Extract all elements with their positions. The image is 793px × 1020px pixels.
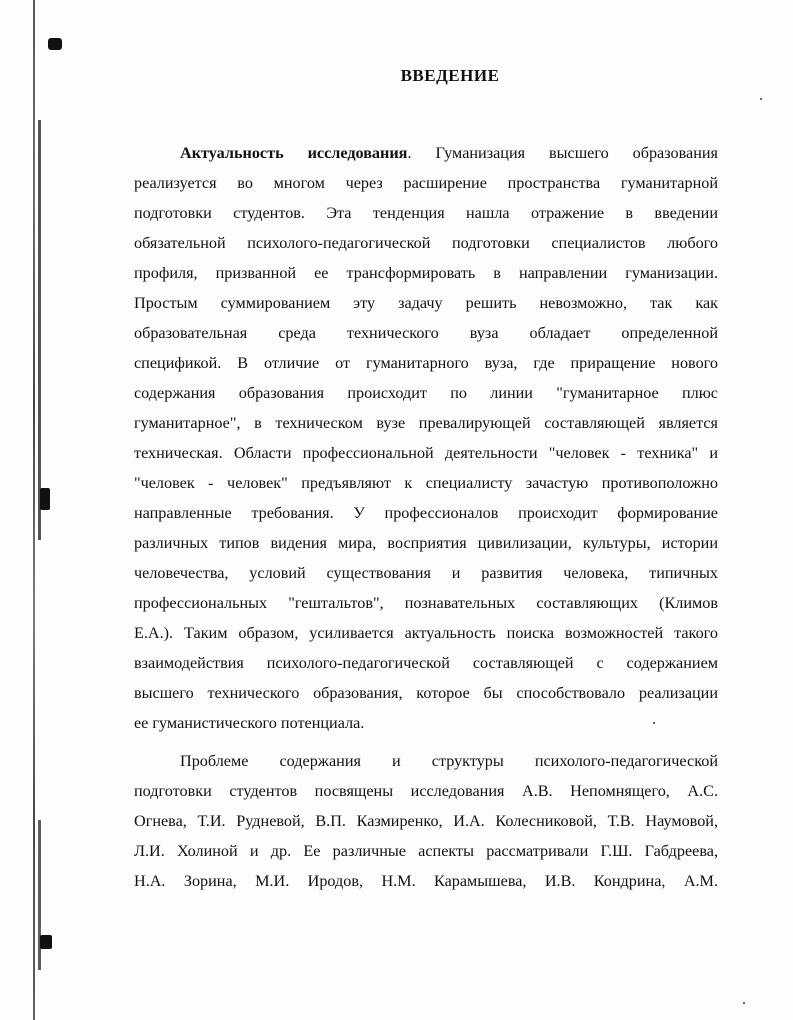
paragraph-line: Огнева, Т.И. Рудневой, В.П. Казмиренко, И.А. Колесниковой, Т.В. Наумовой, <box>134 812 718 830</box>
paragraph-literature <box>134 746 718 896</box>
paragraph-line <box>134 138 718 168</box>
binding-mark-top <box>48 38 62 50</box>
paragraph-line: человечества, условий существования и развития человека, типичных <box>134 564 718 582</box>
paragraph-line: направленные требования. У профессионалов происходит формирование <box>134 504 718 522</box>
paragraph-line: ее гуманистического потенциала. <box>134 714 365 732</box>
paragraph-line: спецификой. В отличие от гуманитарного вуза, где приращение нового <box>134 354 718 372</box>
paragraph-line: взаимодействия психолого-педагогической составляющей с содержанием <box>134 654 718 672</box>
paragraph-line: образовательная среда технического вуза обладает определенной <box>134 324 718 342</box>
binding-mark-mid <box>40 488 50 510</box>
scan-speck <box>760 98 762 100</box>
paragraph-line: "человек - человек" предъявляют к специалисту зачастую противоположно <box>134 474 718 492</box>
paragraph-line: обязательной психолого-педагогической подготовки специалистов любого <box>134 234 718 252</box>
binding-edge <box>33 0 35 1020</box>
binding-shadow-upper <box>38 120 41 540</box>
paragraph-line: гуманитарное", в техническом вузе превалирующей составляющей является <box>134 414 718 432</box>
paragraph-line: техническая. Области профессиональной деятельности "человек - техника" и <box>134 444 718 462</box>
paragraph-line: высшего технического образования, которое бы способствовало реализации <box>134 684 718 702</box>
binding-mark-low <box>40 935 52 949</box>
lead-line-rest: . Гуманизация высшего образования <box>407 144 718 162</box>
scan-speck <box>743 1002 745 1004</box>
paragraph-line: содержания образования происходит по линии "гуманитарное плюс <box>134 384 718 402</box>
lead-bold-phrase: Актуальность исследования <box>180 144 408 162</box>
paragraph-relevance <box>134 138 718 738</box>
paragraph-line: профессиональных "гештальтов", познавательных составляющих (Климов <box>134 594 718 612</box>
paragraph-line: Проблеме содержания и структуры психолого-педагогической <box>180 752 718 770</box>
paragraph-line: Е.А.). Таким образом, усиливается актуальность поиска возможностей такого <box>134 624 718 642</box>
paragraph-line: реализуется во многом через расширение пространства гуманитарной <box>134 174 718 192</box>
page-title: ВВЕДЕНИЕ <box>400 66 500 85</box>
paragraph-line: Простым суммированием эту задачу решить невозможно, так как <box>134 294 718 312</box>
paragraph-line: профиля, призванной ее трансформировать в направлении гуманизации. <box>134 264 718 282</box>
paragraph-line: Н.А. Зорина, М.И. Иродов, Н.М. Карамышева, И.В. Кондрина, А.М. <box>134 872 718 890</box>
paragraph-line: Л.И. Холиной и др. Ее различные аспекты рассматривали Г.Ш. Габдреева, <box>134 842 718 860</box>
paragraph-line: подготовки студентов посвящены исследования А.В. Непомнящего, А.С. <box>134 782 718 800</box>
paragraph-line: различных типов видения мира, восприятия цивилизации, культуры, истории <box>134 534 718 552</box>
paragraph-line: подготовки студентов. Эта тенденция нашла отражение в введении <box>134 204 718 222</box>
